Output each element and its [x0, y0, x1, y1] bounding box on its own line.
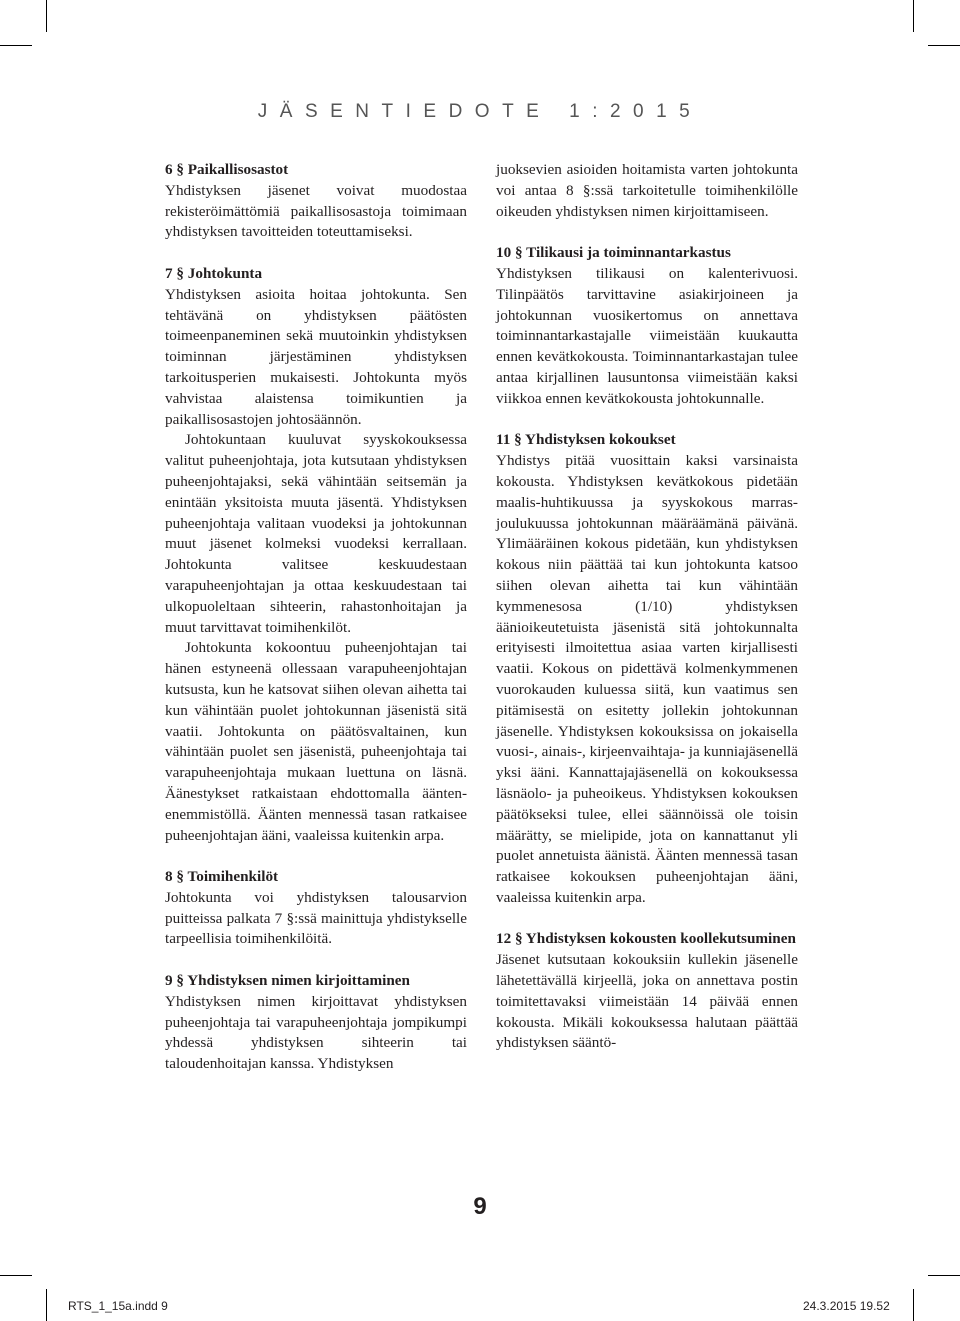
- section-title: 6 § Paikallisosastot: [165, 161, 289, 178]
- section-12: [496, 929, 798, 1054]
- section-title: 9 § Yhdistyksen nimen kirjoittaminen: [165, 972, 410, 990]
- crop-mark-top-right-v: [913, 0, 914, 32]
- section-8: [165, 867, 467, 950]
- paragraph: Yhdistys pitää vuosittain kaksi varsinaista kokousta. Yhdistyksen kevätkokous pidetään maalis-huhtikuussa ja syyskokous marras-joulukuussa johtokunnan määräämänä päivänä. Ylimääräinen kokous pidetään, kun yhdistyksen kokous niin päättää tai kun johtokunta katsoo siihen olevan aihetta tai kun vähintään kymmenesosa (1/10) yhdistyksen äänioikeutetuista jäsenistä sitä johtokunnalta erityisesti ilmoitettua asiaa varten kirjallisesti vaatii. Kokous on pidettävä kolmenkymmenen vuorokauden kuluessa siitä, kun vaatimus sen pitämisestä on esitetty jollekin johtokunnan jäsenelle. Yhdistyksen kokouksissa on jokaisella vuosi-, ainais-, kirjeenvaihtaja- ja kunniajäsenellä yksi ääni. Kannattajajäsenellä on kokouksessa läsnäolo- ja puheoikeus. Yhdistyksen kokouksen päätökseksi tulee, ellei säännöissä ole toisin määrätty, se mielipide, jota on kannattanut yli puolet annetuista äänistä. Äänten mennessä tasan ratkaisee kokouksen puheenjohtajan ääni, vaaleissa kuitenkin arpa.: [496, 452, 798, 906]
- section-6: [165, 160, 467, 243]
- crop-mark-top-right-h: [928, 45, 960, 46]
- section-7: [165, 264, 467, 846]
- page-number: 9: [473, 1193, 487, 1220]
- section-title: 8 § Toimihenkilöt: [165, 868, 279, 886]
- paragraph: Yhdistyksen nimen kirjoittavat yhdistyksen puheenjohtaja tai varapuheenjohtaja jompikumpi yhdessä yhdistyksen sihteerin tai taloudenhoitajan kanssa. Yhdistyksen: [165, 992, 467, 1073]
- section-9-continued: [496, 160, 798, 222]
- file-slug: RTS_1_15a.indd 9: [68, 1299, 168, 1313]
- section-title: 12 § Yhdistyksen kokousten koollekutsuminen: [496, 930, 796, 948]
- crop-mark-bottom-right-v: [913, 1289, 914, 1321]
- paragraph: Yhdistyksen jäsenet voivat muodostaa rekisteröimättömiä paikallisosastoja toimimaan yhdistyksen tavoitteiden toteuttamiseksi.: [165, 181, 467, 241]
- crop-mark-bottom-left-h: [0, 1275, 32, 1276]
- paragraph: juoksevien asioiden hoitamista varten johtokunta voi antaa 8 §:ssä tarkoitetulle toimihenkilölle oikeuden yhdistyksen nimen kirjoittamiseen.: [496, 161, 798, 220]
- section-11: [496, 430, 798, 908]
- section-9: [165, 971, 467, 1075]
- running-header: JÄSENTIEDOTE 1:2015: [257, 101, 703, 122]
- crop-mark-top-left-v: [46, 0, 47, 32]
- paragraph: Jäsenet kutsutaan kokouksiin kullekin jäsenelle lähetettävällä kirjeellä, joka on annettava postin toimitettavaksi viimeistään 14 päivää ennen kokousta. Mikäli kokouksessa halutaan päättää yhdistyksen sääntö-: [496, 951, 798, 1052]
- right-column: [496, 160, 798, 1075]
- print-timestamp: 24.3.2015 19.52: [803, 1299, 890, 1313]
- crop-mark-bottom-right-h: [928, 1275, 960, 1276]
- paragraph: Yhdistyksen asioita hoitaa johtokunta. Sen tehtävänä on yhdistyksen päätösten toimeenpaneminen sekä muutoinkin yhdistyksen toiminnan järjestäminen yhdistyksen tarkoitusperien mukaisesti. Johtokunta myös vahvistaa alaistensa toimikuntien ja paikallisosastojen johtosäännön.: [165, 285, 467, 428]
- left-column: [165, 160, 467, 1096]
- section-title: 10 § Tilikausi ja toiminnantarkastus: [496, 244, 731, 262]
- paragraph: Johtokuntaan kuuluvat syyskokouksessa valitut puheenjohtaja, jota kutsutaan yhdistyksen puheenjohtajaksi, sekä vähintään seitsemän ja enintään yksitoista muuta jäsentä. Yhdistyksen puheenjohtaja valitaan vuodeksi ja johtokunnan muut jäsenet kolmeksi vuodeksi kerrallaan. Johtokunta valitsee keskuudestaan varapuheenjohtajan ja ottaa keskuudestaan tai ulkopuoleltaan sihteerin, rahastonhoitajan ja muut tarvittavat toimihenkilöt.: [165, 431, 467, 636]
- paragraph: Johtokunta voi yhdistyksen talousarvion puitteissa palkata 7 §:ssä mainittuja yhdistykselle tarpeellisia toimihenkilöitä.: [165, 888, 467, 948]
- crop-mark-top-left-h: [0, 45, 32, 46]
- section-title: 11 § Yhdistyksen kokoukset: [496, 431, 676, 449]
- section-10: [496, 243, 798, 409]
- section-title: 7 § Johtokunta: [165, 264, 263, 282]
- paragraph: Johtokunta kokoontuu puheenjohtajan tai hänen estyneenä ollessaan varapuheenjohtajan kutsusta, kun he katsovat siihen olevan aihetta tai kun vähintään puolet johtokunnan jäsenistä sitä vaatii. Johtokunta on päätösvaltainen, kun vähintään puolet sen jäsenistä, puheenjohtaja tai varapuheenjohtaja mukaan luettuna on läsnä. Äänestykset ratkaistaan ehdottomalla ääntenenemmistöllä. Äänten mennessä tasan ratkaisee puheenjohtajan ääni, vaaleissa kuitenkin arpa.: [165, 639, 467, 844]
- crop-mark-bottom-left-v: [46, 1289, 47, 1321]
- paragraph: Yhdistyksen tilikausi on kalenterivuosi. Tilinpäätös tarvittavine asiakirjoineen ja johtokunnan vuosikertomus on annettava toiminnantarkastajalle viimeistään kuukautta ennen kevätkokousta. Toiminnantarkastajan tulee antaa kirjallinen lausuntonsa viimeistään kaksi viikkoa ennen kevätkokousta johtokunnalle.: [496, 264, 798, 407]
